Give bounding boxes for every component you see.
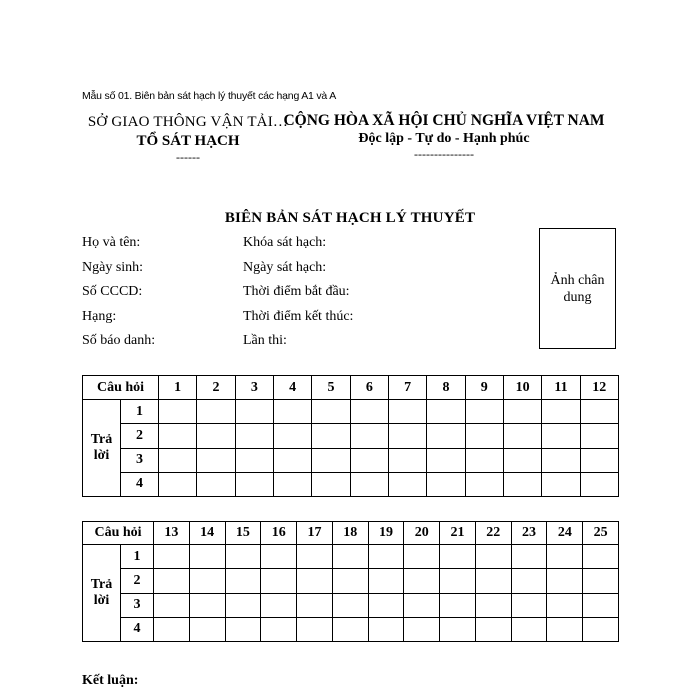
- motto-underline: ---------------: [414, 147, 474, 161]
- answer-cell[interactable]: [511, 593, 547, 617]
- question-header-label: Câu hỏi: [83, 522, 154, 545]
- answer-label: Trả lời: [83, 545, 121, 642]
- info-candidate-number: Số báo danh:: [82, 333, 156, 348]
- question-header-row: [83, 522, 619, 545]
- answer-cell[interactable]: [332, 617, 368, 641]
- answer-cell[interactable]: [274, 400, 312, 424]
- info-full-name: Họ và tên:: [82, 235, 141, 250]
- answer-cell[interactable]: [404, 545, 440, 569]
- question-number: 18: [332, 522, 368, 545]
- answer-cell[interactable]: [332, 545, 368, 569]
- answer-cell[interactable]: [503, 448, 541, 472]
- question-number: 2: [197, 376, 235, 400]
- answer-cell[interactable]: [388, 400, 426, 424]
- answer-cell[interactable]: [511, 617, 547, 641]
- form-code: Mẫu số 01. Biên bản sát hạch lý thuyết các hạng A1 và A: [82, 90, 337, 102]
- answer-cell[interactable]: [475, 617, 511, 641]
- answer-cell[interactable]: [388, 472, 426, 496]
- answer-cell[interactable]: [583, 545, 619, 569]
- answer-cell[interactable]: [225, 617, 261, 641]
- info-birth-date: Ngày sinh:: [82, 259, 144, 275]
- answer-cell[interactable]: [197, 472, 235, 496]
- answer-cell[interactable]: [388, 448, 426, 472]
- option-number: 2: [121, 569, 154, 593]
- answer-cell[interactable]: [312, 448, 350, 472]
- answer-cell[interactable]: [427, 448, 465, 472]
- answer-cell[interactable]: [297, 593, 333, 617]
- answer-cell[interactable]: [465, 424, 503, 448]
- answer-cell[interactable]: [297, 545, 333, 569]
- answer-cell[interactable]: [235, 400, 273, 424]
- answer-cell[interactable]: [261, 593, 297, 617]
- question-number: 23: [511, 522, 547, 545]
- info-exam-date: Ngày sát hạch:: [243, 259, 327, 275]
- option-number: 1: [121, 545, 154, 569]
- answer-row: [83, 400, 619, 424]
- answer-cell[interactable]: [189, 593, 225, 617]
- question-number: 24: [547, 522, 583, 545]
- answer-cell[interactable]: [235, 424, 273, 448]
- answer-cell[interactable]: [189, 617, 225, 641]
- answer-cell[interactable]: [159, 400, 197, 424]
- question-number: 9: [465, 376, 503, 400]
- answer-row: [83, 569, 619, 593]
- info-start-time: Thời điểm bắt đầu:: [243, 284, 350, 299]
- question-number: 11: [542, 376, 580, 400]
- answer-cell[interactable]: [189, 545, 225, 569]
- question-number: 6: [350, 376, 388, 400]
- answer-cell[interactable]: [404, 569, 440, 593]
- question-number: 14: [189, 522, 225, 545]
- answer-cell[interactable]: [511, 569, 547, 593]
- info-license-class: Hạng:: [82, 308, 117, 324]
- answer-cell[interactable]: [274, 424, 312, 448]
- answer-cell[interactable]: [368, 545, 404, 569]
- answer-cell[interactable]: [547, 545, 583, 569]
- answer-cell[interactable]: [580, 448, 618, 472]
- question-number: 22: [475, 522, 511, 545]
- answer-row: [83, 593, 619, 617]
- question-number: 5: [312, 376, 350, 400]
- answer-row: [83, 545, 619, 569]
- answer-cell[interactable]: [583, 617, 619, 641]
- answer-cell[interactable]: [235, 472, 273, 496]
- answer-cell[interactable]: [404, 593, 440, 617]
- answer-cell[interactable]: [547, 569, 583, 593]
- answer-cell[interactable]: [154, 593, 190, 617]
- question-number: 16: [261, 522, 297, 545]
- info-exam-course: Khóa sát hạch:: [243, 235, 327, 250]
- answer-table-1: [82, 375, 619, 497]
- answer-cell[interactable]: [404, 617, 440, 641]
- info-attempt: Lần thi:: [243, 333, 287, 348]
- answer-cell[interactable]: [261, 617, 297, 641]
- answer-cell[interactable]: [197, 400, 235, 424]
- answer-cell[interactable]: [427, 472, 465, 496]
- question-number: 10: [503, 376, 541, 400]
- question-number: 21: [440, 522, 476, 545]
- answer-row: [83, 448, 619, 472]
- answer-cell[interactable]: [332, 569, 368, 593]
- question-number: 3: [235, 376, 273, 400]
- info-id-number: Số CCCD:: [82, 284, 143, 299]
- document-title: BIÊN BẢN SÁT HẠCH LÝ THUYẾT: [224, 210, 476, 226]
- answer-cell[interactable]: [503, 400, 541, 424]
- answer-cell[interactable]: [547, 617, 583, 641]
- candidate-info: [82, 236, 155, 359]
- answer-cell[interactable]: [274, 472, 312, 496]
- answer-cell[interactable]: [580, 424, 618, 448]
- answer-cell[interactable]: [465, 448, 503, 472]
- option-number: 3: [121, 448, 159, 472]
- answer-table-2: [82, 521, 619, 642]
- photo-label: Ảnh chân dung: [550, 272, 605, 305]
- question-number: 8: [427, 376, 465, 400]
- nation-header: [283, 111, 605, 160]
- answer-cell[interactable]: [261, 545, 297, 569]
- answer-cell[interactable]: [159, 448, 197, 472]
- question-number: 15: [225, 522, 261, 545]
- question-number: 19: [368, 522, 404, 545]
- answer-cell[interactable]: [542, 472, 580, 496]
- answer-cell[interactable]: [511, 545, 547, 569]
- unit-name: TỔ SÁT HẠCH: [136, 133, 240, 149]
- answer-cell[interactable]: [547, 593, 583, 617]
- answer-cell[interactable]: [350, 400, 388, 424]
- answer-cell[interactable]: [235, 448, 273, 472]
- answer-cell[interactable]: [542, 400, 580, 424]
- answer-cell[interactable]: [350, 424, 388, 448]
- answer-cell[interactable]: [225, 545, 261, 569]
- answer-cell[interactable]: [503, 424, 541, 448]
- info-end-time: Thời điểm kết thúc:: [243, 308, 354, 324]
- question-number: 4: [274, 376, 312, 400]
- answer-cell[interactable]: [159, 424, 197, 448]
- answer-cell[interactable]: [261, 569, 297, 593]
- option-number: 1: [121, 400, 159, 424]
- answer-cell[interactable]: [388, 424, 426, 448]
- option-number: 4: [121, 617, 154, 641]
- answer-cell[interactable]: [440, 545, 476, 569]
- answer-cell[interactable]: [225, 593, 261, 617]
- option-number: 3: [121, 593, 154, 617]
- answer-cell[interactable]: [475, 593, 511, 617]
- answer-cell[interactable]: [368, 617, 404, 641]
- option-number: 2: [121, 424, 159, 448]
- answer-cell[interactable]: [583, 593, 619, 617]
- answer-cell[interactable]: [197, 424, 235, 448]
- answer-cell[interactable]: [368, 593, 404, 617]
- question-number: 7: [388, 376, 426, 400]
- answer-cell[interactable]: [465, 472, 503, 496]
- agency-header: [82, 113, 294, 163]
- agency-underline: ------: [176, 150, 200, 164]
- answer-row: [83, 617, 619, 641]
- answer-cell[interactable]: [332, 593, 368, 617]
- exam-info: [243, 236, 353, 359]
- answer-cell[interactable]: [159, 472, 197, 496]
- answer-cell[interactable]: [440, 593, 476, 617]
- answer-cell[interactable]: [427, 424, 465, 448]
- answer-cell[interactable]: [427, 400, 465, 424]
- answer-cell[interactable]: [225, 569, 261, 593]
- option-number: 4: [121, 472, 159, 496]
- question-number: 17: [297, 522, 333, 545]
- question-number: 12: [580, 376, 618, 400]
- answer-label: Trả lời: [83, 400, 121, 497]
- answer-cell[interactable]: [154, 617, 190, 641]
- answer-cell[interactable]: [465, 400, 503, 424]
- question-header-label: Câu hỏi: [83, 376, 159, 400]
- answer-cell[interactable]: [197, 448, 235, 472]
- answer-cell[interactable]: [312, 424, 350, 448]
- conclusion-label: Kết luận:: [82, 673, 139, 688]
- answer-cell[interactable]: [154, 569, 190, 593]
- answer-row: [83, 424, 619, 448]
- answer-cell[interactable]: [154, 545, 190, 569]
- answer-cell[interactable]: [312, 400, 350, 424]
- portrait-photo-box: [539, 228, 616, 349]
- answer-cell[interactable]: [475, 545, 511, 569]
- answer-cell[interactable]: [580, 472, 618, 496]
- answer-cell[interactable]: [583, 569, 619, 593]
- question-number: 25: [583, 522, 619, 545]
- national-motto: Độc lập - Tự do - Hạnh phúc: [358, 131, 530, 146]
- question-header-row: [83, 376, 619, 400]
- answer-cell[interactable]: [580, 400, 618, 424]
- answer-cell[interactable]: [312, 472, 350, 496]
- answer-cell[interactable]: [297, 569, 333, 593]
- answer-cell[interactable]: [440, 617, 476, 641]
- answer-cell[interactable]: [350, 472, 388, 496]
- answer-cell[interactable]: [542, 424, 580, 448]
- question-number: 20: [404, 522, 440, 545]
- agency-name: SỞ GIAO THÔNG VẬN TẢI…: [87, 114, 289, 130]
- answer-cell[interactable]: [440, 569, 476, 593]
- answer-cell[interactable]: [297, 617, 333, 641]
- nation-name: CỘNG HÒA XÃ HỘI CHỦ NGHĨA VIỆT NAM: [283, 112, 605, 129]
- answer-cell[interactable]: [350, 448, 388, 472]
- question-number: 13: [154, 522, 190, 545]
- answer-row: [83, 472, 619, 496]
- answer-cell[interactable]: [475, 569, 511, 593]
- answer-cell[interactable]: [542, 448, 580, 472]
- question-number: 1: [159, 376, 197, 400]
- answer-cell[interactable]: [189, 569, 225, 593]
- answer-cell[interactable]: [368, 569, 404, 593]
- answer-cell[interactable]: [274, 448, 312, 472]
- answer-cell[interactable]: [503, 472, 541, 496]
